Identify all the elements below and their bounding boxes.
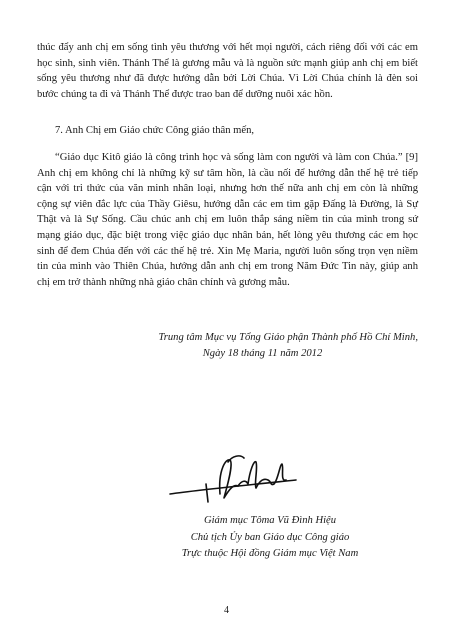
- signer-block: [120, 513, 420, 563]
- signer-title: Chủ tịch Ủy ban Giáo dục Công giáo: [190, 531, 350, 543]
- closing-location: Trung tâm Mục vụ Tổng Giáo phận Thành phố Hồ Chí Minh,: [158, 332, 418, 343]
- signer-affiliation: Trực thuộc Hội đồng Giám mục Việt Nam: [181, 548, 359, 559]
- body-paragraph-1: [37, 40, 418, 102]
- body-paragraph-3: [37, 150, 418, 290]
- handwritten-signature: [168, 450, 308, 510]
- closing-date: Ngày 18 tháng 11 năm 2012: [202, 348, 323, 359]
- paragraph-text: thúc đẩy anh chị em sống tình yêu thương với hết mọi người, cách riêng đối với các em học sinh, sinh viên. Thánh Thể là gương mẫu và là nguồn sức mạnh giúp anh chị em biết sống yêu thương như đã được hướng dẫn bởi Lời Chúa. Vì Lời Chúa chính là đèn soi bước chúng ta đi và Thánh Thể được trao ban để dưỡng nuôi xác hồn.: [37, 42, 418, 100]
- paragraph-text: “Giáo dục Kitô giáo là công trình học và sống làm con người và làm con Chúa.” [9] Anh chị em không chỉ là những kỹ sư tâm hồn, là cầu nối để hướng dẫn thế hệ trẻ tiếp cận với tri thức của văn minh nhân loại, nhưng hơn thế nữa anh chị em còn là những cộng sự viên đắc lực của Thầy Giêsu, hướng dẫn các em tìm gặp Đấng là Đường, là Sự Thật và là Sự Sống. Cầu chúc anh chị em luôn thắp sáng niềm tin của mình trong sứ mạng giáo dục, đặc biệt trong việc giáo dục nhân bản, hết lòng yêu thương các em học sinh để đem Chúa đến với các thế hệ trẻ. Xin Mẹ Maria, người luôn sống trọn vẹn niềm tin của mình vào Thiên Chúa, hướng dẫn anh chị em trong Năm Đức Tin này, giúp anh chị em trở thành những nhà giáo chân chính và gương mẫu.: [37, 152, 418, 288]
- closing-place-date: [37, 330, 418, 362]
- section-heading-7: [37, 123, 418, 139]
- page-number: 4: [224, 605, 229, 616]
- heading-text: 7. Anh Chị em Giáo chức Công giáo thân mến,: [55, 125, 255, 136]
- signer-name: Giám mục Tôma Vũ Đình Hiệu: [203, 515, 337, 526]
